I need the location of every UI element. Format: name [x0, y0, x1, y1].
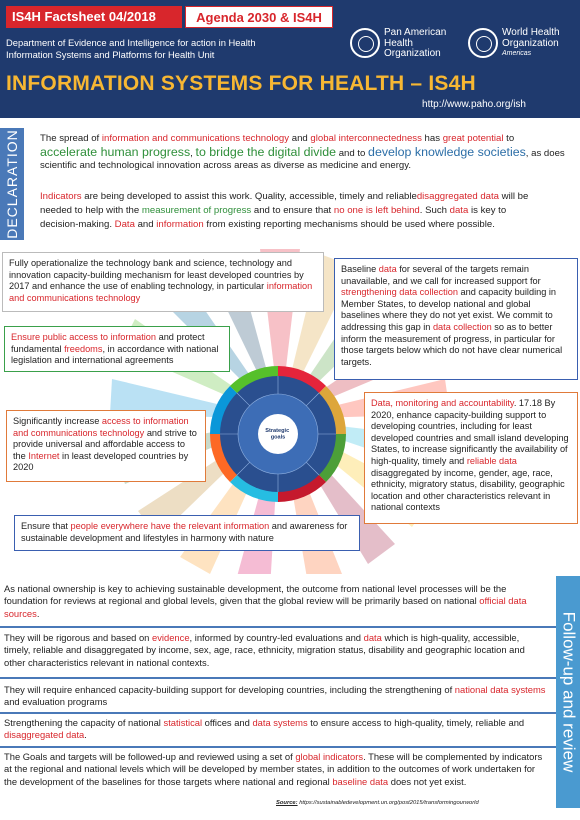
text: scientific and technological innovation across areas as diverse as medicine and energy.	[40, 160, 411, 172]
text: and protect fundamental	[11, 332, 205, 354]
highlight: Ensure public access to information	[11, 332, 157, 342]
separator	[0, 626, 556, 628]
paho-emblem-icon	[350, 28, 380, 58]
ict-access-box	[6, 410, 206, 482]
declaration-label-text: DECLARATION	[4, 129, 21, 239]
who-region: Americas	[502, 50, 532, 57]
text: does not yet exist.	[388, 775, 467, 787]
highlight: data systems	[252, 717, 308, 728]
text: They will require enhanced capacity-building support for developing countries, including the strengthening of	[4, 684, 455, 695]
highlight: global interconnectedness	[310, 133, 422, 144]
highlight: Data	[114, 219, 135, 230]
text: for several of the targets remain unavailable, and we call for increased support for	[341, 264, 541, 286]
highlight: national data systems	[454, 684, 546, 695]
text: and	[289, 133, 311, 144]
highlight: measurement of progress	[141, 205, 252, 216]
text: and to	[336, 147, 369, 159]
header-banner	[0, 0, 580, 118]
text: Ensure that	[21, 521, 71, 531]
paho-line: Pan American	[384, 27, 447, 38]
followup-paragraph-5	[4, 751, 554, 788]
highlight: freedoms	[64, 343, 103, 354]
text: to ensure access to high-quality, timely, reliable and	[307, 717, 525, 728]
text: ,	[190, 147, 196, 159]
followup-paragraph-3	[4, 684, 554, 709]
data-monitoring-box	[364, 392, 578, 524]
highlight: data	[378, 264, 397, 274]
text: will be	[499, 191, 529, 202]
who-line: Organization	[502, 37, 559, 49]
agenda-tag: Agenda 2030 & IS4H	[185, 6, 333, 28]
text: in least developed countries by 2020	[13, 450, 189, 473]
highlight: strengthening data collection	[341, 287, 458, 298]
website-link[interactable]: http://www.paho.org/ish	[422, 99, 526, 110]
text: They will be rigorous and based on	[4, 632, 153, 643]
highlight: information and communications technology	[9, 281, 313, 303]
highlight: data	[363, 632, 382, 643]
department-text	[6, 37, 346, 61]
highlight: information and communications technology	[101, 133, 290, 144]
paho-line: Health	[384, 37, 413, 49]
text: Significantly increase	[13, 416, 102, 426]
wheel-center-text: goals	[270, 434, 286, 441]
dept-line-2: Information Systems and Platforms for Health Unit	[6, 49, 215, 60]
who-line: World Health	[502, 27, 560, 38]
highlight: evidence	[152, 632, 190, 643]
text: and to ensure that	[251, 205, 334, 216]
highlight: disaggregated data	[4, 729, 85, 741]
factsheet-tag: IS4H Factsheet 04/2018	[6, 6, 182, 28]
highlight: people everywhere have the relevant information	[70, 521, 270, 531]
paho-line: Organization	[384, 48, 441, 59]
highlight: data	[449, 205, 469, 216]
relevant-information-box	[14, 515, 360, 551]
text: , in accordance with national legislation and international agreements	[11, 343, 219, 366]
text: from existing reporting mechanisms should be used where possible.	[203, 219, 495, 230]
highlight: data collection	[432, 321, 492, 332]
paho-logo	[350, 28, 460, 64]
highlight: no one is left behind	[333, 205, 420, 216]
text: . 17.18 By 2020, enhance capacity-building support to developing countries, including for least developed countries and small island developing States, to increase significantly the availability of high-quality, timely and	[371, 398, 569, 466]
text: is key to	[468, 205, 507, 216]
text: and capacity building in Member States, to develop national and global baselines where they do not yet exist. We commit to addressing this gap in	[341, 287, 557, 332]
who-emblem-icon	[468, 28, 498, 58]
highlight: access to information and communications technology	[13, 416, 189, 438]
text: . Such	[419, 205, 450, 216]
highlight: information	[156, 219, 204, 230]
highlight: develop knowledge societies	[368, 144, 526, 159]
highlight: disaggregated data	[416, 191, 499, 202]
declaration-label	[0, 128, 24, 240]
text: .	[36, 607, 40, 619]
text: so as to better inform the measurement of progress, in particular for those targets below which do not have clear numerical targets.	[341, 321, 563, 367]
target-box-technology-bank	[2, 252, 324, 312]
followup-label-text: Follow-up and review	[559, 611, 579, 773]
separator	[0, 712, 556, 714]
text: Baseline	[341, 264, 379, 274]
followup-paragraph-2	[4, 632, 554, 669]
text: . These will be complemented by indicators at the regional and national levels which will be developed by member states, in addition to the outcomes of work undertaken for the development of the baselines for those targets where national and regional	[4, 751, 543, 787]
highlight: to bridge the digital divide	[195, 144, 337, 159]
highlight: Internet	[28, 450, 60, 461]
followup-label	[556, 576, 580, 808]
text: to	[503, 133, 515, 144]
text: disaggregated by income, gender, age, race, ethnicity, migratory status, disability, geographic location and other characteristics relevant in national contexts	[371, 467, 565, 513]
text: and awareness for sustainable development and lifestyles in harmony with nature	[21, 521, 348, 543]
text: , as does	[525, 147, 565, 159]
source-link[interactable]: https://sustainabledevelopment.un.org/post2015/transformingourworld	[297, 800, 479, 806]
source-citation	[276, 800, 479, 806]
text: .	[84, 729, 87, 741]
text: The spread of	[40, 133, 102, 144]
text: Strengthening the capacity of national	[4, 717, 164, 728]
text: decision-making.	[40, 219, 115, 230]
sdg-wheel	[208, 364, 348, 504]
declaration-paragraph-2	[40, 190, 580, 232]
highlight: accelerate human progress	[40, 144, 191, 159]
text: are being developed to assist this work. Quality, accessible, timely and reliable	[81, 191, 417, 202]
declaration-paragraph-1	[40, 133, 578, 173]
text: offices and	[202, 717, 253, 728]
who-logo	[468, 28, 578, 64]
highlight: global indicators	[295, 751, 364, 762]
separator	[0, 746, 556, 748]
who-logo-text	[502, 28, 560, 60]
highlight: Indicators	[40, 191, 82, 202]
text: The Goals and targets will be followed-up and reviewed using a set of	[4, 751, 296, 762]
paho-logo-text	[384, 28, 446, 60]
baseline-data-box	[334, 258, 578, 380]
highlight: baseline data	[332, 775, 389, 787]
highlight: great potential	[442, 133, 504, 144]
text: needed to help with the	[40, 205, 142, 216]
followup-paragraph-4	[4, 717, 554, 742]
wheel-center-text: Strategic	[265, 428, 290, 434]
text: has	[421, 133, 443, 144]
text: , informed by country-led evaluations and	[189, 632, 364, 643]
highlight: Data, monitoring and accountability	[371, 398, 514, 408]
text: Fully operationalize the technology bank and science, technology and innovation capacity-building mechanism for least developed countries by 2017 and enhance the use of enabling technology, in particular	[9, 258, 304, 292]
text: and evaluation programs	[4, 696, 108, 708]
source-label: Source:	[276, 800, 298, 806]
dept-line-1: Department of Evidence and Intelligence for action in Health	[6, 37, 256, 48]
text: and	[134, 219, 157, 230]
separator	[0, 677, 556, 679]
highlight: statistical	[163, 717, 203, 728]
text: As national ownership is key to achieving sustainable development, the outcome from national level processes will be the foundation for reviews at regional and global levels, given that the global review will be primarily based on national	[4, 583, 507, 607]
highlight: official data sources	[4, 595, 527, 619]
highlight: reliable data	[466, 455, 517, 466]
page-title: INFORMATION SYSTEMS FOR HEALTH – IS4H	[6, 72, 476, 95]
public-access-box	[4, 326, 230, 372]
text: and strive to provide universal and affordable access to the	[13, 427, 197, 461]
followup-paragraph-1	[4, 583, 554, 620]
text: which is high-quality, accessible, timely, reliable and disaggregated by income, sex, age, race, ethnicity, migration status, disability and geographic location and other characteristics relevant in national contexts.	[4, 632, 525, 668]
